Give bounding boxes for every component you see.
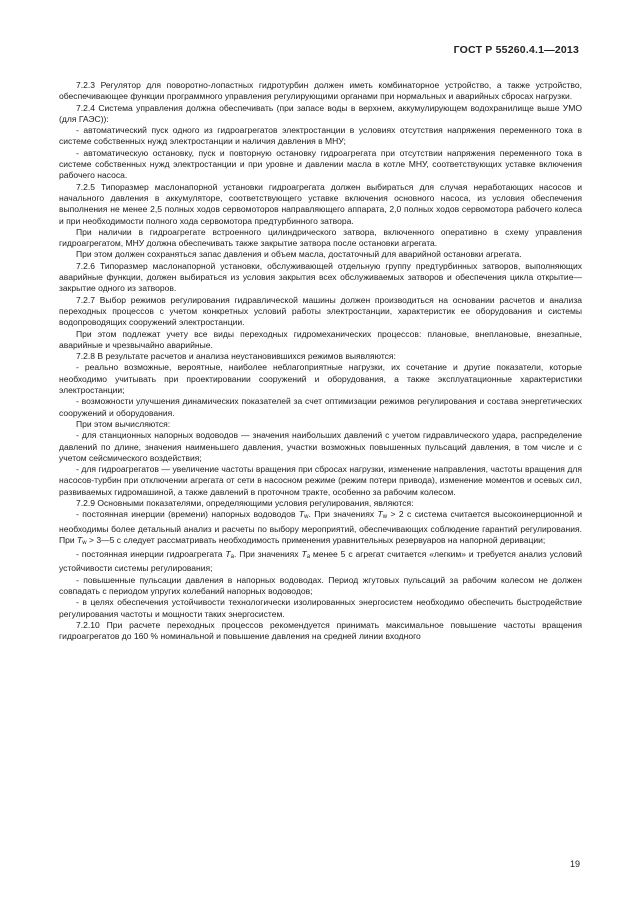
symbol-t: T: [301, 549, 307, 560]
list-item: - возможности улучшения динамических показателей за счет оптимизации режимов регулирования и состава энергетических сооружений и оборудования.: [59, 396, 582, 418]
body-text: [59, 80, 582, 643]
list-item: - для станционных напорных водоводов — значения наибольших давлений с учетом гидравлического удара, распределение давлений по длине, значения наименьшего давления, участки возможных повышенных пульсаций давления, в том числе и с учетом сейсмического воздействия;: [59, 430, 582, 463]
symbol-t: T: [298, 509, 305, 520]
paragraph: При наличии в гидроагрегате встроенного цилиндрического затвора, включенного оперативно в схему управления гидроагрегатом, МНУ должна обеспечивать также закрытие затвора после остановки агрегата.: [59, 226, 582, 249]
paragraph-7-2-9: 7.2.9 Основными показателями, определяющими условия регулирования, являются:: [76, 497, 414, 508]
paragraph-7-2-7: 7.2.7 Выбор режимов регулирования гидравлической машины должен производиться на основании расчетов и анализа переходных процессов с учетом конкретных условий работы электростанции, характеристик ее оборудования и системы водопроводящих сооружений электростанции.: [59, 294, 582, 328]
paragraph-7-2-6: 7.2.6 Типоразмер маслонапорной установки, обслуживающей отдельную группу предтурбинных затворов, выполняющих аварийные функции, должен выбираться из условия закрытия всех обслуживаемых затворов и обеспечения цикла открытие—закрытие одного из затворов.: [59, 260, 582, 294]
paragraph-7-2-3: 7.2.3 Регулятор для поворотно-лопастных гидротурбин должен иметь комбинаторное устройство, а также устройство, обеспечивающее функции программного управления регулирующими органами при нормальных и аварийных сбросах нагрузки.: [59, 80, 582, 102]
list-item: - автоматическую остановку, пуск и повторную остановку гидроагрегата при отсутствии напряжения переменного тока в системе собственных нужд электростанции и при уровне и давлении масла в котле МНУ, соответствующих уставке включения рабочего насоса.: [59, 147, 582, 181]
symbol-t: T: [225, 549, 231, 560]
list-item: - автоматический пуск одного из гидроагрегатов электростанции в условиях отсутствия напряжения переменного тока в системе собственных нужд электростанции и наличия давления в МНУ;: [59, 125, 582, 147]
paragraph: При этом вычисляются:: [76, 418, 171, 429]
paragraph: При этом подлежат учету все виды переходных гидромеханических процессов: плановые, внеплановые, внезапные, аварийные и чрезвычайно аварийные.: [59, 328, 582, 350]
list-item: - реально возможные, вероятные, наиболее неблагоприятные нагрузки, их сочетание и другие показатели, которые необходимо учитывать при проектировании сооружений и оборудования, а также эксплуатационные характеристики электростанции;: [59, 362, 582, 396]
symbol-t: T: [377, 509, 383, 520]
subscript-a: a: [306, 554, 311, 561]
paragraph-7-2-5: 7.2.5 Типоразмер маслонапорной установки гидроагрегата должен выбираться для случая неработающих насосов и начального давления в аккумуляторе, соответствующего уставке включения основного насоса, из условия обеспечения выполнения не менее 2,5 полных ходов сервомоторов направляющего аппарата, 2,0 полных ходов сервомотора рабочего колеса и при необходимости полного хода сервомотора предтурбинного затвора.: [59, 181, 582, 226]
list-item-water-inertia: - постоянная инерции (времени) напорных водоводов Tw. При значениях Tw > 2 с система считается высокоинерционной и необходимы более детальный анализ и расчеты по выбору мероприятий, обеспечивающих соблюдение гарантий регулирования. При Tw > 3—5 с следует рассматривать необходимость применения уравнительных резервуаров на напорной деривации;: [59, 509, 582, 546]
list-item: - для гидроагрегатов — увеличение частоты вращения при сбросах нагрузки, изменение направления, частоты вращения для насосов-турбин при отключении агрегата от сети в насосном режиме (режим потери привода), изменение моментов и осевых сил, развиваемых гидромашиной, а также давлений в проточном тракте, особенно за рабочим колесом.: [59, 464, 582, 497]
paragraph: При этом должен сохраняться запас давления и объем масла, достаточный для аварийной остановки агрегата.: [76, 249, 522, 260]
paragraph-7-2-8: 7.2.8 В результате расчетов и анализа неустановившихся режимов выявляются:: [76, 351, 396, 362]
page-number: 19: [569, 859, 580, 869]
paragraph-7-2-10: 7.2.10 При расчете переходных процессов рекомендуется принимать максимальное повышение частоты вращения гидроагрегатов до 160 % номинальной и повышение давления на средней линии входного: [59, 619, 582, 642]
subscript-w: w: [82, 539, 87, 546]
subscript-w: w: [304, 514, 309, 521]
paragraph-7-2-4: 7.2.4 Система управления должна обеспечивать (при запасе воды в верхнем, аккумулирующем водохранилище выше УМО (для ГАЭС)):: [59, 102, 582, 124]
subscript-w: w: [382, 514, 388, 521]
list-item-unit-inertia: - постоянная инерции гидроагрегата Ta. При значениях Ta менее 5 с агрегат считается «легким» и требуется анализ условий устойчивости системы регулирования;: [59, 549, 582, 574]
subscript-a: a: [230, 554, 234, 561]
list-item: - повышенные пульсации давления в напорных водоводах. Период жгутовых пульсаций за рабочим колесом не должен совпадать с периодом упругих колебаний напорных водоводов;: [59, 574, 582, 597]
symbol-t: T: [77, 534, 83, 545]
document-standard-header: ГОСТ Р 55260.4.1—2013: [453, 44, 579, 56]
list-item: - в целях обеспечения устойчивости технологически изолированных энергосистем необходимо обеспечить быстродействие регулирования частоты и мощности таких энергосистем.: [59, 597, 582, 619]
